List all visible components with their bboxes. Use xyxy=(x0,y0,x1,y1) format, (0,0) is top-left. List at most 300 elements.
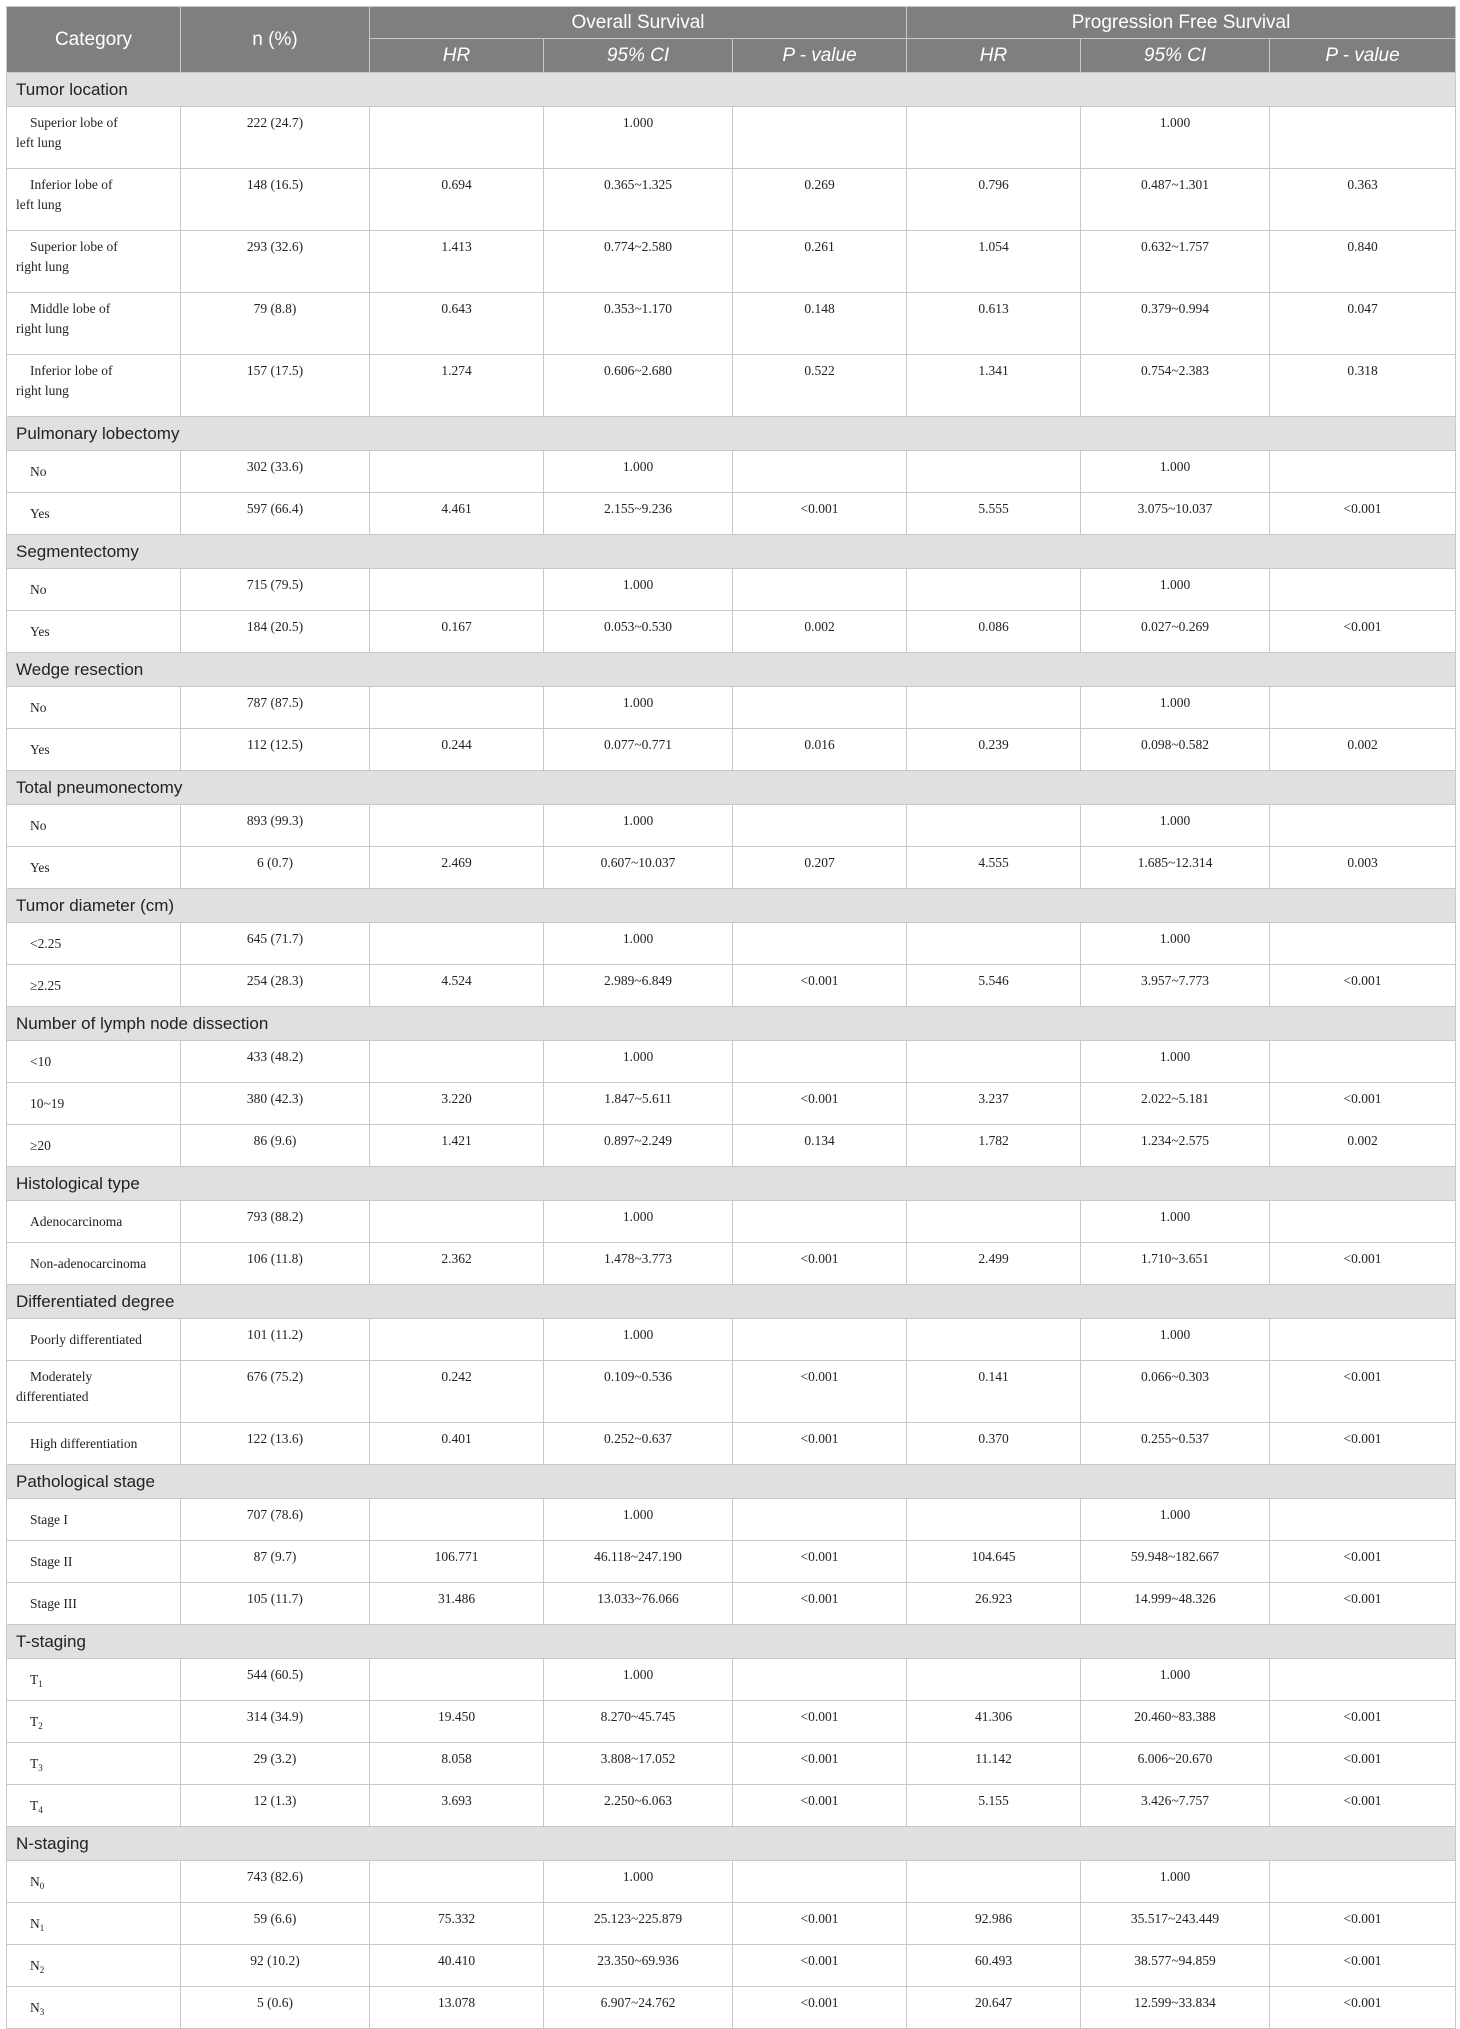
table-row xyxy=(7,1987,1456,2029)
cell-pfs-ci: 35.517~243.449 xyxy=(1081,1903,1270,1945)
category-title: Tumor location xyxy=(7,73,1456,107)
category-title: Histological type xyxy=(7,1167,1456,1201)
cell-pfs-p xyxy=(1270,107,1456,169)
cell-os-p: <0.001 xyxy=(733,1243,907,1285)
category-title: Pulmonary lobectomy xyxy=(7,417,1456,451)
cell-os-p: <0.001 xyxy=(733,1701,907,1743)
cell-pfs-p xyxy=(1270,1861,1456,1903)
cell-os-p xyxy=(733,1319,907,1361)
cell-os-ci: 3.808~17.052 xyxy=(544,1743,733,1785)
cell-os-p xyxy=(733,923,907,965)
cell-os-hr: 4.524 xyxy=(370,965,544,1007)
row-label-text: Yes xyxy=(30,623,50,639)
cell-pfs-p: <0.001 xyxy=(1270,1361,1456,1423)
cell-os-ci: 1.000 xyxy=(544,1201,733,1243)
cell-os-ci: 1.847~5.611 xyxy=(544,1083,733,1125)
cell-os-ci: 1.000 xyxy=(544,1659,733,1701)
col-header-pfs-p: P - value xyxy=(1270,39,1456,73)
cell-pfs-hr: 5.155 xyxy=(907,1785,1081,1827)
cell-os-p: <0.001 xyxy=(733,1903,907,1945)
cell-pfs-ci: 3.426~7.757 xyxy=(1081,1785,1270,1827)
category-row xyxy=(7,1167,1456,1201)
cell-pfs-hr: 3.237 xyxy=(907,1083,1081,1125)
cell-os-hr: 1.421 xyxy=(370,1125,544,1167)
cell-pfs-p xyxy=(1270,805,1456,847)
cell-n: 112 (12.5) xyxy=(181,729,370,771)
cell-pfs-ci: 0.632~1.757 xyxy=(1081,231,1270,293)
category-title: Segmentectomy xyxy=(7,535,1456,569)
cell-os-hr: 0.643 xyxy=(370,293,544,355)
category-title: Differentiated degree xyxy=(7,1285,1456,1319)
cell-os-hr: 1.413 xyxy=(370,231,544,293)
table-row xyxy=(7,687,1456,729)
cell-pfs-ci: 14.999~48.326 xyxy=(1081,1583,1270,1625)
cell-pfs-ci: 3.075~10.037 xyxy=(1081,493,1270,535)
row-label-text: Stage I xyxy=(30,1511,68,1527)
cell-pfs-ci: 0.066~0.303 xyxy=(1081,1361,1270,1423)
row-label xyxy=(7,1743,181,1785)
row-label-text: Yes xyxy=(30,859,50,875)
cell-os-p: 0.134 xyxy=(733,1125,907,1167)
row-label xyxy=(7,805,181,847)
row-label xyxy=(7,355,181,417)
row-label xyxy=(7,451,181,493)
cell-os-ci: 23.350~69.936 xyxy=(544,1945,733,1987)
cell-pfs-ci: 1.000 xyxy=(1081,107,1270,169)
cell-pfs-ci: 38.577~94.859 xyxy=(1081,1945,1270,1987)
cell-n: 743 (82.6) xyxy=(181,1861,370,1903)
row-label-text: right lung xyxy=(16,321,69,336)
table-row xyxy=(7,805,1456,847)
table-row xyxy=(7,1243,1456,1285)
cell-pfs-ci: 20.460~83.388 xyxy=(1081,1701,1270,1743)
cell-os-ci: 13.033~76.066 xyxy=(544,1583,733,1625)
row-label xyxy=(7,1041,181,1083)
row-label-text: Superior lobe of xyxy=(30,239,118,254)
survival-table xyxy=(6,6,1456,2029)
cell-pfs-p: <0.001 xyxy=(1270,1243,1456,1285)
cell-pfs-hr: 26.923 xyxy=(907,1583,1081,1625)
cell-n: 92 (10.2) xyxy=(181,1945,370,1987)
col-header-os-p: P - value xyxy=(733,39,907,73)
cell-os-p: <0.001 xyxy=(733,1785,907,1827)
cell-os-hr: 2.362 xyxy=(370,1243,544,1285)
cell-pfs-p: <0.001 xyxy=(1270,965,1456,1007)
row-label-text: N xyxy=(30,1999,40,2015)
cell-pfs-hr: 0.141 xyxy=(907,1361,1081,1423)
row-label xyxy=(7,1701,181,1743)
row-label xyxy=(7,1785,181,1827)
row-label-text: left lung xyxy=(16,135,62,150)
row-label-subscript: 2 xyxy=(38,1720,43,1731)
cell-pfs-ci: 2.022~5.181 xyxy=(1081,1083,1270,1125)
cell-os-p xyxy=(733,1041,907,1083)
row-label xyxy=(7,1083,181,1125)
cell-os-hr: 75.332 xyxy=(370,1903,544,1945)
cell-os-ci: 1.000 xyxy=(544,569,733,611)
row-label xyxy=(7,611,181,653)
category-row xyxy=(7,73,1456,107)
category-row xyxy=(7,417,1456,451)
cell-pfs-p: <0.001 xyxy=(1270,1987,1456,2029)
category-row xyxy=(7,889,1456,923)
row-label-subscript: 3 xyxy=(38,1762,43,1773)
row-label xyxy=(7,1903,181,1945)
row-label-text: No xyxy=(30,817,47,833)
cell-pfs-ci: 1.000 xyxy=(1081,1201,1270,1243)
row-label-text: Adenocarcinoma xyxy=(30,1213,123,1229)
cell-pfs-ci: 1.234~2.575 xyxy=(1081,1125,1270,1167)
cell-os-ci: 2.155~9.236 xyxy=(544,493,733,535)
row-label-text: T xyxy=(30,1713,39,1729)
cell-os-hr: 106.771 xyxy=(370,1541,544,1583)
table-row xyxy=(7,1903,1456,1945)
table-row xyxy=(7,293,1456,355)
cell-os-ci: 0.774~2.580 xyxy=(544,231,733,293)
table-row xyxy=(7,1361,1456,1423)
cell-pfs-ci: 1.685~12.314 xyxy=(1081,847,1270,889)
row-label xyxy=(7,1361,181,1423)
table-row xyxy=(7,1499,1456,1541)
cell-os-ci: 0.365~1.325 xyxy=(544,169,733,231)
row-label xyxy=(7,1945,181,1987)
cell-pfs-p xyxy=(1270,1499,1456,1541)
cell-pfs-hr: 2.499 xyxy=(907,1243,1081,1285)
row-label xyxy=(7,1987,181,2029)
col-header-os-hr: HR xyxy=(370,39,544,73)
cell-os-p: 0.148 xyxy=(733,293,907,355)
cell-pfs-hr xyxy=(907,1499,1081,1541)
cell-n: 29 (3.2) xyxy=(181,1743,370,1785)
cell-pfs-ci: 1.000 xyxy=(1081,569,1270,611)
cell-os-hr xyxy=(370,1659,544,1701)
cell-os-ci: 1.000 xyxy=(544,1319,733,1361)
cell-pfs-hr: 0.370 xyxy=(907,1423,1081,1465)
cell-os-p: <0.001 xyxy=(733,1743,907,1785)
cell-pfs-hr xyxy=(907,1659,1081,1701)
row-label-text: High differentiation xyxy=(30,1435,138,1451)
category-row xyxy=(7,1827,1456,1861)
cell-pfs-ci: 0.098~0.582 xyxy=(1081,729,1270,771)
col-header-os-ci: 95% CI xyxy=(544,39,733,73)
row-label-subscript: 4 xyxy=(38,1804,43,1815)
category-title: Number of lymph node dissection xyxy=(7,1007,1456,1041)
cell-pfs-ci: 12.599~33.834 xyxy=(1081,1987,1270,2029)
cell-os-hr xyxy=(370,1201,544,1243)
table-row xyxy=(7,493,1456,535)
row-label xyxy=(7,1499,181,1541)
row-label-text: ≥2.25 xyxy=(30,977,62,993)
cell-os-hr xyxy=(370,1319,544,1361)
row-label-text: Yes xyxy=(30,741,50,757)
cell-pfs-ci: 59.948~182.667 xyxy=(1081,1541,1270,1583)
cell-pfs-ci: 0.487~1.301 xyxy=(1081,169,1270,231)
cell-pfs-p: 0.363 xyxy=(1270,169,1456,231)
row-label xyxy=(7,1423,181,1465)
row-label-text: N xyxy=(30,1957,40,1973)
table-row xyxy=(7,231,1456,293)
table-row xyxy=(7,1785,1456,1827)
cell-os-p: <0.001 xyxy=(733,965,907,1007)
cell-os-ci: 8.270~45.745 xyxy=(544,1701,733,1743)
row-label-text: Stage II xyxy=(30,1553,73,1569)
cell-pfs-hr: 1.341 xyxy=(907,355,1081,417)
cell-os-ci: 0.607~10.037 xyxy=(544,847,733,889)
category-row xyxy=(7,771,1456,805)
cell-pfs-hr: 4.555 xyxy=(907,847,1081,889)
cell-os-hr: 8.058 xyxy=(370,1743,544,1785)
cell-os-p: <0.001 xyxy=(733,1987,907,2029)
cell-pfs-ci: 1.000 xyxy=(1081,1041,1270,1083)
cell-pfs-p xyxy=(1270,687,1456,729)
cell-os-ci: 6.907~24.762 xyxy=(544,1987,733,2029)
cell-os-ci: 2.250~6.063 xyxy=(544,1785,733,1827)
cell-pfs-hr: 0.796 xyxy=(907,169,1081,231)
cell-pfs-hr: 0.239 xyxy=(907,729,1081,771)
cell-n: 893 (99.3) xyxy=(181,805,370,847)
col-header-category: Category xyxy=(7,7,181,73)
cell-os-hr xyxy=(370,451,544,493)
table-row xyxy=(7,451,1456,493)
cell-pfs-hr xyxy=(907,1319,1081,1361)
col-header-pfs-hr: HR xyxy=(907,39,1081,73)
cell-n: 59 (6.6) xyxy=(181,1903,370,1945)
cell-n: 314 (34.9) xyxy=(181,1701,370,1743)
cell-os-p: <0.001 xyxy=(733,1945,907,1987)
cell-os-ci: 0.897~2.249 xyxy=(544,1125,733,1167)
cell-pfs-hr xyxy=(907,569,1081,611)
row-label xyxy=(7,1861,181,1903)
cell-os-ci: 2.989~6.849 xyxy=(544,965,733,1007)
cell-os-p xyxy=(733,1499,907,1541)
table-row xyxy=(7,569,1456,611)
cell-os-ci: 0.252~0.637 xyxy=(544,1423,733,1465)
cell-os-ci: 1.000 xyxy=(544,687,733,729)
row-label-text: left lung xyxy=(16,197,62,212)
cell-pfs-p xyxy=(1270,1201,1456,1243)
category-row xyxy=(7,1465,1456,1499)
row-label xyxy=(7,1541,181,1583)
row-label-text: Middle lobe of xyxy=(30,301,111,316)
row-label-text: Superior lobe of xyxy=(30,115,118,130)
cell-n: 79 (8.8) xyxy=(181,293,370,355)
category-title: Wedge resection xyxy=(7,653,1456,687)
row-label xyxy=(7,169,181,231)
row-label xyxy=(7,293,181,355)
row-label-text: Moderately xyxy=(30,1369,93,1384)
row-label-text: No xyxy=(30,581,47,597)
cell-n: 86 (9.6) xyxy=(181,1125,370,1167)
cell-os-hr xyxy=(370,687,544,729)
table-row xyxy=(7,1201,1456,1243)
cell-os-p: <0.001 xyxy=(733,1423,907,1465)
cell-os-hr: 0.401 xyxy=(370,1423,544,1465)
cell-pfs-p: <0.001 xyxy=(1270,1701,1456,1743)
table-row xyxy=(7,923,1456,965)
row-label-text: T xyxy=(30,1797,39,1813)
row-label-text: right lung xyxy=(16,383,69,398)
row-label-text: <10 xyxy=(30,1053,52,1069)
cell-os-ci: 0.109~0.536 xyxy=(544,1361,733,1423)
row-label-subscript: 0 xyxy=(39,1880,45,1891)
cell-os-ci: 25.123~225.879 xyxy=(544,1903,733,1945)
cell-os-hr xyxy=(370,569,544,611)
row-label-text: Inferior lobe of xyxy=(30,177,113,192)
row-label xyxy=(7,1659,181,1701)
cell-os-ci: 1.000 xyxy=(544,805,733,847)
cell-pfs-p: <0.001 xyxy=(1270,493,1456,535)
row-label-subscript: 2 xyxy=(39,1964,45,1975)
cell-n: 544 (60.5) xyxy=(181,1659,370,1701)
cell-pfs-ci: 1.000 xyxy=(1081,1861,1270,1903)
cell-os-ci: 1.000 xyxy=(544,1041,733,1083)
cell-os-hr xyxy=(370,1861,544,1903)
cell-n: 184 (20.5) xyxy=(181,611,370,653)
table-row xyxy=(7,1583,1456,1625)
cell-n: 122 (13.6) xyxy=(181,1423,370,1465)
cell-pfs-ci: 1.000 xyxy=(1081,1499,1270,1541)
table-row xyxy=(7,847,1456,889)
row-label-text: right lung xyxy=(16,259,69,274)
cell-pfs-hr: 104.645 xyxy=(907,1541,1081,1583)
cell-pfs-hr xyxy=(907,107,1081,169)
cell-os-hr: 0.242 xyxy=(370,1361,544,1423)
table-row xyxy=(7,1743,1456,1785)
cell-n: 101 (11.2) xyxy=(181,1319,370,1361)
cell-n: 433 (48.2) xyxy=(181,1041,370,1083)
cell-os-hr xyxy=(370,1041,544,1083)
col-header-overall-survival: Overall Survival xyxy=(370,7,907,39)
cell-pfs-ci: 6.006~20.670 xyxy=(1081,1743,1270,1785)
cell-n: 106 (11.8) xyxy=(181,1243,370,1285)
cell-pfs-ci: 1.710~3.651 xyxy=(1081,1243,1270,1285)
cell-pfs-p: <0.001 xyxy=(1270,1903,1456,1945)
cell-n: 793 (88.2) xyxy=(181,1201,370,1243)
table-row xyxy=(7,1659,1456,1701)
cell-pfs-hr: 1.782 xyxy=(907,1125,1081,1167)
row-label xyxy=(7,965,181,1007)
cell-os-p: 0.002 xyxy=(733,611,907,653)
cell-n: 676 (75.2) xyxy=(181,1361,370,1423)
row-label-text: T xyxy=(30,1671,39,1687)
cell-os-hr: 3.220 xyxy=(370,1083,544,1125)
row-label-text: 10~19 xyxy=(30,1095,65,1111)
cell-os-hr: 0.167 xyxy=(370,611,544,653)
cell-pfs-p: 0.002 xyxy=(1270,729,1456,771)
cell-os-ci: 0.606~2.680 xyxy=(544,355,733,417)
row-label-subscript: 1 xyxy=(39,1922,45,1933)
cell-os-hr: 40.410 xyxy=(370,1945,544,1987)
col-header-pfs-ci: 95% CI xyxy=(1081,39,1270,73)
cell-pfs-hr: 20.647 xyxy=(907,1987,1081,2029)
cell-os-hr: 2.469 xyxy=(370,847,544,889)
cell-os-p: <0.001 xyxy=(733,1083,907,1125)
category-row xyxy=(7,535,1456,569)
cell-os-ci: 46.118~247.190 xyxy=(544,1541,733,1583)
cell-pfs-p xyxy=(1270,923,1456,965)
category-title: T-staging xyxy=(7,1625,1456,1659)
row-label xyxy=(7,1583,181,1625)
cell-os-hr: 3.693 xyxy=(370,1785,544,1827)
cell-pfs-ci: 1.000 xyxy=(1081,1319,1270,1361)
row-label-text: Poorly differentiated xyxy=(30,1331,142,1347)
category-row xyxy=(7,1007,1456,1041)
row-label xyxy=(7,1201,181,1243)
cell-os-hr xyxy=(370,1499,544,1541)
col-header-pfs: Progression Free Survival xyxy=(907,7,1456,39)
table-row xyxy=(7,1701,1456,1743)
cell-os-p: 0.207 xyxy=(733,847,907,889)
table-container xyxy=(6,6,1455,2029)
cell-pfs-hr: 41.306 xyxy=(907,1701,1081,1743)
row-label-text: Inferior lobe of xyxy=(30,363,113,378)
cell-pfs-p xyxy=(1270,1659,1456,1701)
cell-os-ci: 1.000 xyxy=(544,1499,733,1541)
cell-os-hr xyxy=(370,923,544,965)
table-row xyxy=(7,1423,1456,1465)
cell-n: 148 (16.5) xyxy=(181,169,370,231)
cell-pfs-p: 0.318 xyxy=(1270,355,1456,417)
table-row xyxy=(7,355,1456,417)
cell-pfs-hr xyxy=(907,1201,1081,1243)
cell-os-ci: 1.478~3.773 xyxy=(544,1243,733,1285)
row-label-text: N xyxy=(30,1873,40,1889)
cell-pfs-ci: 1.000 xyxy=(1081,687,1270,729)
cell-pfs-p: 0.002 xyxy=(1270,1125,1456,1167)
table-row xyxy=(7,1083,1456,1125)
cell-os-p: <0.001 xyxy=(733,1541,907,1583)
cell-pfs-p: <0.001 xyxy=(1270,1423,1456,1465)
cell-pfs-ci: 1.000 xyxy=(1081,923,1270,965)
cell-os-p xyxy=(733,569,907,611)
cell-os-ci: 0.077~0.771 xyxy=(544,729,733,771)
cell-n: 293 (32.6) xyxy=(181,231,370,293)
cell-n: 715 (79.5) xyxy=(181,569,370,611)
row-label-subscript: 3 xyxy=(39,2006,45,2017)
cell-os-hr: 31.486 xyxy=(370,1583,544,1625)
cell-pfs-ci: 0.255~0.537 xyxy=(1081,1423,1270,1465)
cell-pfs-p: <0.001 xyxy=(1270,611,1456,653)
row-label xyxy=(7,231,181,293)
row-label-text: Yes xyxy=(30,505,50,521)
cell-pfs-p: <0.001 xyxy=(1270,1583,1456,1625)
row-label-text: differentiated xyxy=(16,1389,89,1404)
row-label-text: ≥20 xyxy=(30,1137,51,1153)
cell-pfs-hr: 1.054 xyxy=(907,231,1081,293)
category-row xyxy=(7,653,1456,687)
cell-os-ci: 0.353~1.170 xyxy=(544,293,733,355)
category-row xyxy=(7,1285,1456,1319)
row-label-text: T xyxy=(30,1755,39,1771)
table-body xyxy=(7,73,1456,2029)
cell-os-p xyxy=(733,687,907,729)
cell-pfs-hr: 60.493 xyxy=(907,1945,1081,1987)
cell-os-p: 0.522 xyxy=(733,355,907,417)
table-row xyxy=(7,1541,1456,1583)
cell-n: 105 (11.7) xyxy=(181,1583,370,1625)
cell-pfs-hr xyxy=(907,1041,1081,1083)
cell-os-hr: 0.244 xyxy=(370,729,544,771)
table-row xyxy=(7,965,1456,1007)
cell-pfs-hr xyxy=(907,687,1081,729)
row-label-text: Non-adenocarcinoma xyxy=(30,1255,147,1271)
cell-pfs-p: <0.001 xyxy=(1270,1083,1456,1125)
cell-pfs-ci: 1.000 xyxy=(1081,451,1270,493)
cell-pfs-ci: 0.379~0.994 xyxy=(1081,293,1270,355)
cell-os-hr: 19.450 xyxy=(370,1701,544,1743)
cell-pfs-hr: 92.986 xyxy=(907,1903,1081,1945)
cell-pfs-p: <0.001 xyxy=(1270,1541,1456,1583)
